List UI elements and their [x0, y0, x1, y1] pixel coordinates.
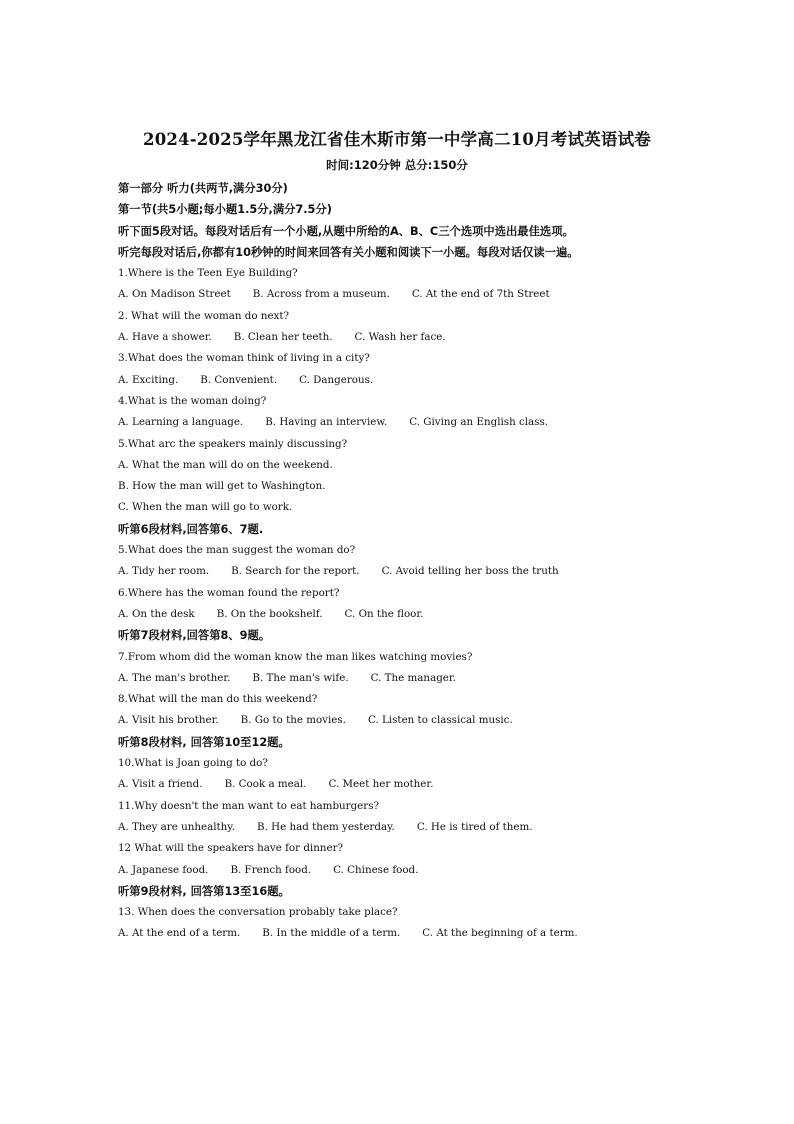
section-heading: 第一节(共5小题;每小题1.5分,满分7.5分)	[118, 203, 332, 217]
question-line: 4.What is the woman doing?	[118, 394, 267, 407]
answer-options	[118, 327, 718, 348]
question-line: 5.What does the man suggest the woman do?	[118, 544, 356, 557]
answer-option: A. They are unhealthy.	[118, 820, 236, 833]
answer-option: C. The manager.	[370, 671, 456, 684]
answer-options	[118, 412, 718, 433]
exam-subtitle: 时间:120分钟 总分:150分	[326, 158, 468, 172]
question-line: B. How the man will get to Washington.	[118, 480, 326, 493]
section-heading: 第一部分 听力(共两节,满分30分)	[118, 182, 288, 195]
answer-option: C. On the floor.	[344, 607, 424, 620]
answer-option: C. Meet her mother.	[328, 778, 434, 791]
answer-options	[118, 668, 718, 689]
answer-option: B. Go to the movies.	[240, 714, 346, 727]
answer-options	[118, 561, 718, 582]
answer-option: A. Tidy her room.	[118, 565, 210, 578]
question-line: A. What the man will do on the weekend.	[118, 458, 333, 471]
answer-option: A. On Madison Street	[118, 288, 231, 301]
answer-option: A. At the end of a term.	[118, 927, 241, 940]
answer-options	[118, 604, 718, 625]
answer-option: C. At the end of 7th Street	[411, 288, 550, 301]
answer-options	[118, 284, 718, 305]
answer-option: A. Learning a language.	[118, 416, 244, 429]
section-heading: 听完每段对话后,你都有10秒钟的时间来回答有关小题和阅读下一小题。每段对话仅读一遍。	[118, 245, 579, 259]
answer-option: C. Wash her face.	[354, 331, 446, 344]
question-line: 12 What will the speakers have for dinner?	[118, 842, 344, 855]
answer-option: B. In the middle of a term.	[262, 927, 401, 940]
answer-option: B. Cook a meal.	[224, 778, 307, 791]
answer-option: B. The man's wife.	[252, 671, 349, 684]
question-line: 6.Where has the woman found the report?	[118, 586, 340, 599]
section-heading: 听下面5段对话。每段对话后有一个小题,从题中所给的A、B、C三个选项中选出最佳选项。	[118, 224, 574, 238]
answer-options	[118, 774, 718, 795]
answer-option: B. Search for the report.	[231, 565, 360, 578]
question-line: 13. When does the conversation probably take place?	[118, 906, 398, 919]
answer-option: A. On the desk	[118, 607, 195, 620]
section-heading: 听第9段材料, 回答第13至16题。	[118, 884, 290, 898]
answer-option: B. On the bookshelf.	[216, 607, 323, 620]
answer-option: C. Avoid telling her boss the truth	[381, 565, 559, 578]
question-line: C. When the man will go to work.	[118, 501, 293, 514]
answer-option: C. At the beginning of a term.	[422, 927, 578, 940]
section-heading: 听第7段材料,回答第8、9题。	[118, 629, 271, 643]
answer-option: B. Convenient.	[200, 373, 278, 386]
answer-option: C. He is tired of them.	[416, 820, 533, 833]
section-heading: 听第6段材料,回答第6、7题.	[118, 522, 264, 536]
answer-option: A. Exciting.	[118, 373, 179, 386]
answer-option: A. Visit a friend.	[118, 778, 203, 791]
answer-option: C. Dangerous.	[299, 373, 374, 386]
answer-option: B. Clean her teeth.	[233, 331, 333, 344]
section-heading: 听第8段材料, 回答第10至12题。	[118, 735, 290, 749]
answer-option: B. French food.	[230, 863, 312, 876]
answer-option: A. Have a shower.	[118, 331, 212, 344]
question-line: 1.Where is the Teen Eye Building?	[118, 267, 298, 280]
question-line: 3.What does the woman think of living in a city?	[118, 352, 370, 365]
question-line: 2. What will the woman do next?	[118, 309, 290, 322]
answer-option: C. Giving an English class.	[409, 416, 549, 429]
question-line: 8.What will the man do this weekend?	[118, 693, 318, 706]
question-line: 5.What arc the speakers mainly discussing?	[118, 437, 348, 450]
answer-options	[118, 710, 718, 731]
answer-option: C. Listen to classical music.	[367, 714, 513, 727]
answer-option: A. Japanese food.	[118, 863, 209, 876]
answer-options	[118, 817, 718, 838]
answer-option: B. Across from a museum.	[252, 288, 390, 301]
question-line: 11.Why doesn't the man want to eat hamburgers?	[118, 799, 380, 812]
answer-options	[118, 923, 718, 944]
exam-title: 2024-2025学年黑龙江省佳木斯市第一中学高二10月考试英语试卷	[143, 130, 651, 149]
answer-option: C. Chinese food.	[333, 863, 419, 876]
answer-option: B. He had them yesterday.	[257, 820, 395, 833]
answer-options	[118, 370, 718, 391]
answer-option: A. The man's brother.	[118, 671, 231, 684]
answer-options	[118, 860, 718, 881]
answer-option: B. Having an interview.	[265, 416, 388, 429]
question-line: 7.From whom did the woman know the man likes watching movies?	[118, 650, 473, 663]
question-line: 10.What is Joan going to do?	[118, 757, 268, 770]
answer-option: A. Visit his brother.	[118, 714, 219, 727]
exam-body	[118, 178, 718, 945]
